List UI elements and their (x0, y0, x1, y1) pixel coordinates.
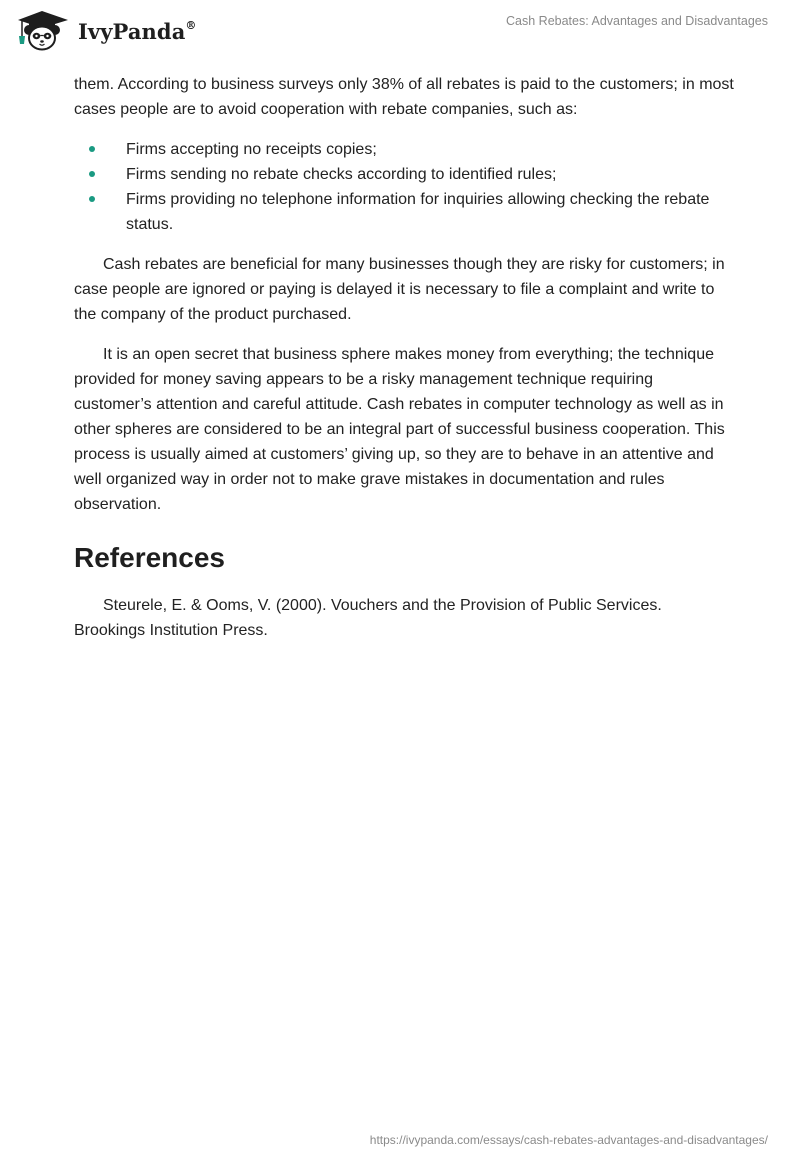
panda-logo-icon (14, 8, 72, 52)
intro-paragraph: them. According to business surveys only 38% of all rebates is paid to the customers; in most cases people are to avoid cooperation with rebate companies, such as: (74, 76, 734, 118)
brand-name-text: IvyPanda (78, 18, 186, 44)
bullet-list (74, 137, 734, 237)
body-paragraph: Cash rebates are beneficial for many businesses though they are risky for customers; in case people are ignored or paying is delayed it is necessary to file a complaint and write to the company of the product purchased. (74, 256, 725, 323)
list-item (74, 187, 734, 237)
footer-url[interactable]: https://ivypanda.com/essays/cash-rebates-advantages-and-disadvantages/ (369, 1133, 768, 1147)
brand-name (78, 19, 197, 44)
references-heading: References (74, 542, 225, 573)
list-item-text: Firms providing no telephone information for inquiries allowing checking the rebate status. (126, 191, 710, 233)
reference-entry: Steurele, E. & Ooms, V. (2000). Vouchers and the Provision of Public Services. Brookings Institution Press. (74, 597, 662, 639)
page-header (0, 0, 800, 64)
bullet-dot-icon (89, 171, 95, 177)
bullet-dot-icon (89, 196, 95, 202)
brand-logo[interactable] (14, 8, 197, 52)
bullet-dot-icon (89, 146, 95, 152)
document-title: Cash Rebates: Advantages and Disadvantages (506, 14, 768, 28)
list-item (74, 162, 734, 187)
registered-mark: ® (185, 18, 197, 32)
list-item (74, 137, 734, 162)
essay-body (74, 72, 734, 658)
list-item-text: Firms sending no rebate checks according to identified rules; (126, 166, 557, 183)
body-paragraph: It is an open secret that business sphere makes money from everything; the technique provided for money saving appears to be a risky management technique requiring customer’s attention and careful attitude. Cash rebates in computer technology as well as in other spheres are considered to be an integral part of successful business cooperation. This process is usually aimed at customers’ giving up, so they are to behave in an attentive and well organized way in order not to make grave mistakes in documentation and rules observation. (74, 346, 725, 513)
list-item-text: Firms accepting no receipts copies; (126, 141, 377, 158)
